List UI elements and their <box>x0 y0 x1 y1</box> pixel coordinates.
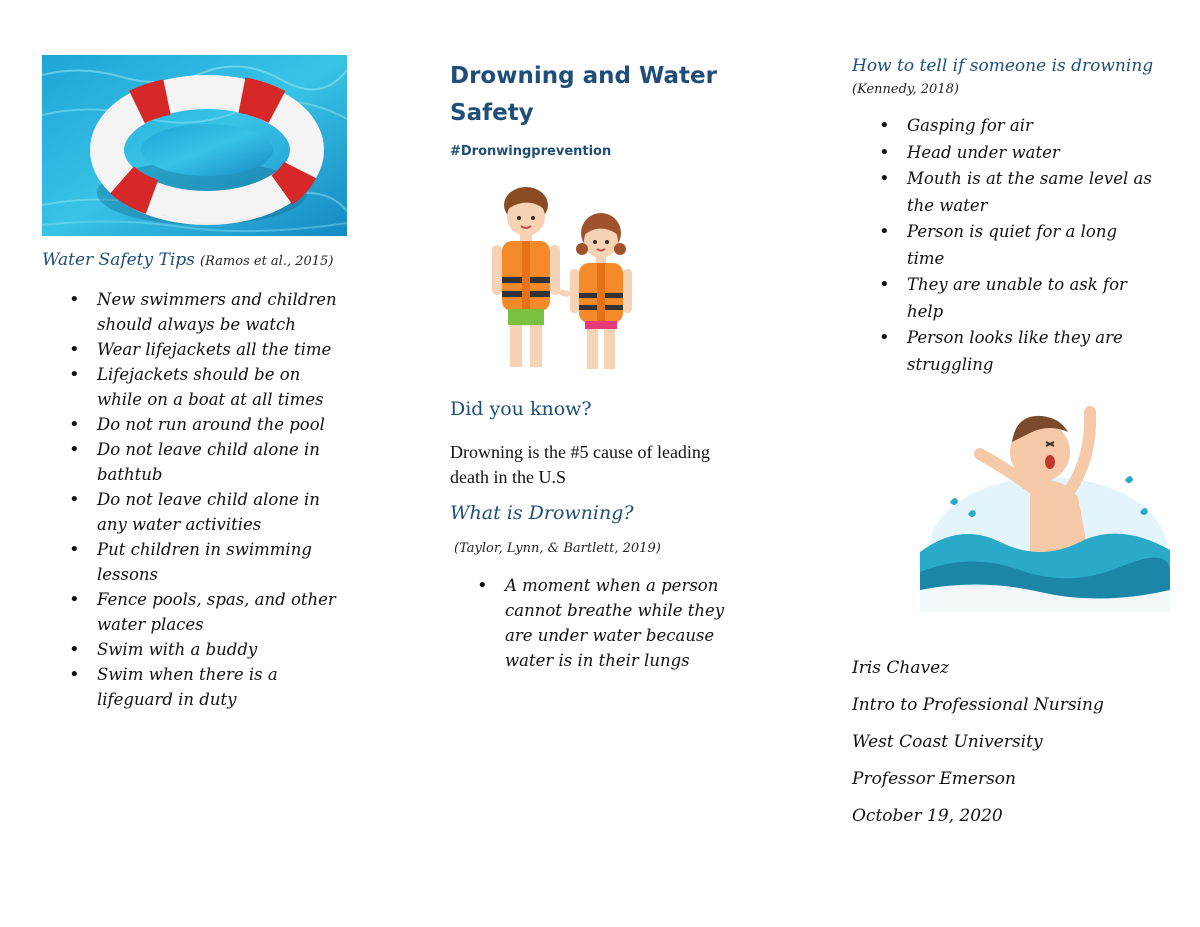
list-item: • Person is quiet for a long time <box>852 219 1152 272</box>
did-you-know-heading: Did you know? <box>450 398 592 420</box>
list-item: • A moment when a person cannot breathe while they are under water because water is in their lungs <box>450 573 750 673</box>
list-item: • New swimmers and children should always be watch <box>42 287 342 337</box>
list-item: • Do not run around the pool <box>42 412 342 437</box>
hashtag: #Dronwingprevention <box>450 144 612 159</box>
kids-life-jackets-illustration <box>484 183 664 375</box>
list-item: • Mouth is at the same level as the water <box>852 166 1152 219</box>
signs-citation: (Kennedy, 2018) <box>852 82 959 97</box>
tips-heading <box>42 250 372 270</box>
list-item: • Swim when there is a lifeguard in duty <box>42 662 342 712</box>
list-item: • Wear lifejackets all the time <box>42 337 342 362</box>
drowning-child-illustration <box>920 402 1170 612</box>
list-item: • Put children in swimming lessons <box>42 537 342 587</box>
list-item: • They are unable to ask for help <box>852 272 1152 325</box>
tips-citation: (Ramos et al., 2015) <box>200 254 334 269</box>
author-name: Iris Chavez <box>852 658 950 678</box>
list-item: • Person looks like they are struggling <box>852 325 1152 378</box>
list-item: • Do not leave child alone in bathtub <box>42 437 342 487</box>
left-panel <box>42 0 362 927</box>
list-item: • Do not leave child alone in any water activities <box>42 487 342 537</box>
list-item: • Gasping for air <box>852 113 1152 140</box>
what-is-citation: (Taylor, Lynn, & Bartlett, 2019) <box>454 541 661 556</box>
list-item: • Lifejackets should be on while on a boat at all times <box>42 362 342 412</box>
what-is-heading: What is Drowning? <box>450 502 634 524</box>
list-item: • Head under water <box>852 140 1152 167</box>
page-title: Drowning and Water Safety <box>450 63 717 126</box>
what-is-list <box>450 573 750 673</box>
professor-name: Professor Emerson <box>852 769 1016 789</box>
tips-list <box>42 287 342 712</box>
signs-title: How to tell if someone is drowning <box>852 56 1154 76</box>
date-text: October 19, 2020 <box>852 806 1003 826</box>
right-panel <box>852 0 1182 927</box>
life-ring-photo <box>42 55 347 236</box>
school-name: West Coast University <box>852 732 1043 752</box>
list-item: • Swim with a buddy <box>42 637 342 662</box>
list-item: • Fence pools, spas, and other water places <box>42 587 342 637</box>
signs-list <box>852 113 1152 378</box>
tips-title: Water Safety Tips <box>42 250 195 270</box>
course-name: Intro to Professional Nursing <box>852 695 1104 715</box>
center-panel <box>450 0 770 927</box>
did-you-know-text: Drowning is the #5 cause of leading death in the U.S <box>450 442 710 487</box>
